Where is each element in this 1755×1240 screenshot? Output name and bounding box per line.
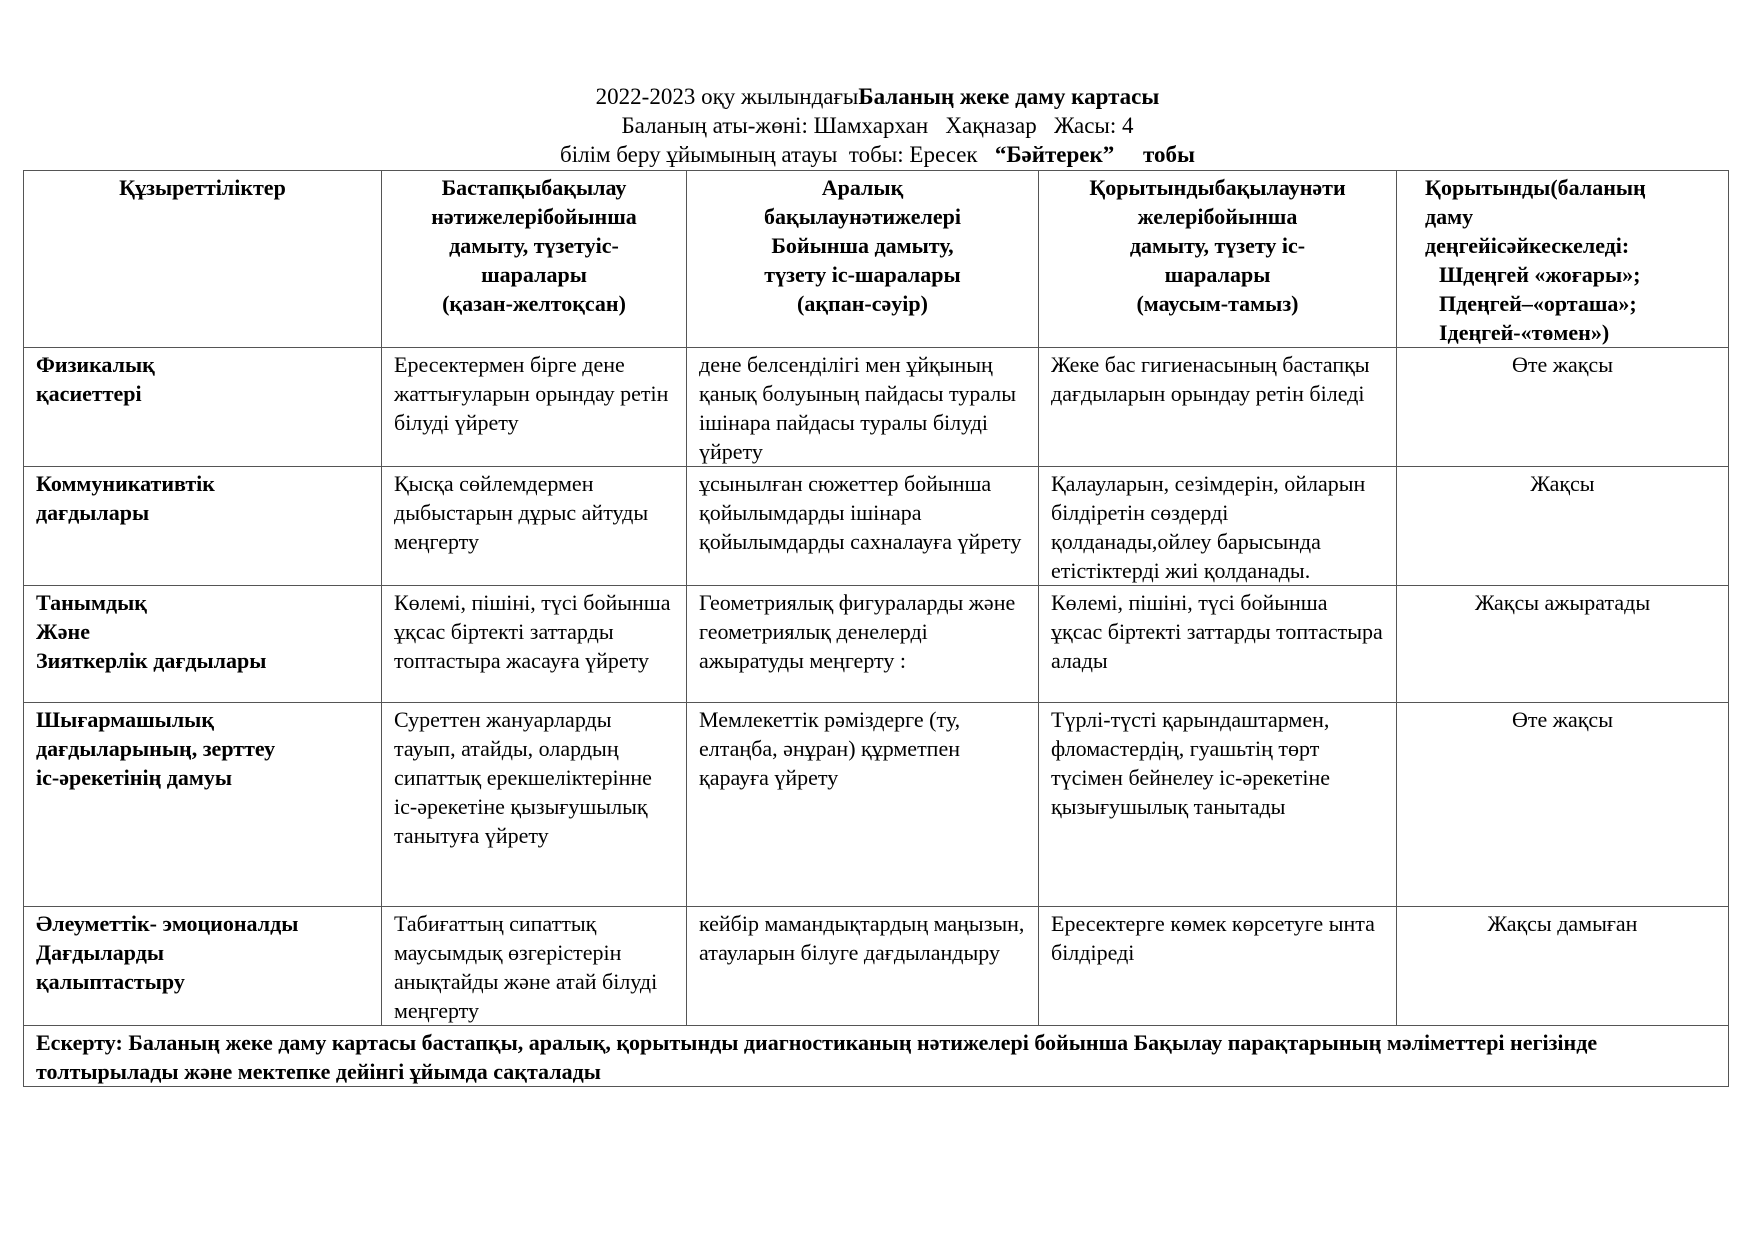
intermediate-cell: Геометриялық фигураларды және геометриялық денелерді ажыратуды меңгерту : — [687, 586, 1039, 703]
document-title — [0, 82, 1755, 111]
note-row — [24, 1026, 1729, 1087]
table-row — [24, 907, 1729, 1026]
result-cell: Жақсы ажыратады — [1397, 586, 1729, 703]
area-cell: Коммуникативтік дағдылары — [24, 467, 382, 586]
area-cell: Шығармашылық дағдыларының, зерттеу іс-әрекетінің дамуы — [24, 703, 382, 907]
initial-cell: Ересектермен бірге дене жаттығуларын орындау ретін білуді үйрету — [382, 348, 687, 467]
intermediate-cell: дене белсенділігі мен ұйқының қанық болуының пайдасы туралы ішінара пайдасы туралы білуді үйрету — [687, 348, 1039, 467]
level-low: Ідеңгей-«төмен») — [1439, 320, 1610, 345]
result-cell: Жақсы — [1397, 467, 1729, 586]
child-name-line: Баланың аты-жөні: Шамхархан Хақназар Жасы: 4 — [621, 113, 1134, 138]
col-header-final: Қорытындыбақылаунәти желерібойынша дамыту, түзету іс- шаралары (маусым-тамыз) — [1039, 171, 1397, 348]
result-cell: Жақсы дамыған — [1397, 907, 1729, 1026]
table-row — [24, 586, 1729, 703]
table-row — [24, 348, 1729, 467]
intermediate-cell: Мемлекеттік рәміздерге (ту, елтаңба, әнұран) құрметпен қарауға үйрету — [687, 703, 1039, 907]
table-row — [24, 467, 1729, 586]
initial-cell: Қысқа сөйлемдермен дыбыстарын дұрыс айтуды меңгерту — [382, 467, 687, 586]
title-main: Баланың жеке даму картасы — [858, 84, 1160, 109]
initial-cell: Табиғаттың сипаттық маусымдық өзгерістерін анықтайды және атай білуді меңгерту — [382, 907, 687, 1026]
col-header-initial: Бастапқыбақылау нәтижелерібойынша дамыту, түзетуіс- шаралары (қазан-желтоқсан) — [382, 171, 687, 348]
result-header-title: Қорытынды(баланың даму деңгейісәйкескеледі: — [1425, 175, 1646, 258]
area-cell: Әлеуметтік- эмоционалды Дағдыларды қалыптастыру — [24, 907, 382, 1026]
level-high: Шдеңгей «жоғары»; — [1439, 262, 1641, 287]
title-year: 2022-2023 оқу жылындағы — [595, 84, 859, 109]
final-cell: Ересектерге көмек көрсетуге ынта білдіреді — [1039, 907, 1397, 1026]
intermediate-cell: ұсынылған сюжеттер бойынша қойылымдарды ішінара қойылымдарды сахналауға үйрету — [687, 467, 1039, 586]
document-header — [0, 82, 1755, 169]
initial-cell: Суреттен жануарларды тауып, атайды, олардың сипаттық ерекшеліктерінне іс-әрекетіне қызығушылық танытуға үйрету — [382, 703, 687, 907]
level-medium: Пдеңгей–«орташа»; — [1439, 291, 1637, 316]
final-cell: Көлемі, пішіні, түсі бойынша ұқсас біртекті заттарды топтастыра алады — [1039, 586, 1397, 703]
final-cell: Түрлі-түсті қарындаштармен, фломастердің, гуашьтің төрт түсімен бейнелеу іс-әрекетіне қызығушылық танытады — [1039, 703, 1397, 907]
col-header-result — [1397, 171, 1729, 348]
area-cell: Танымдық Және Зияткерлік дағдылары — [24, 586, 382, 703]
group-label: білім беру ұйымының атауы тобы: Ересек — [560, 142, 995, 167]
area-cell: Физикалық қасиеттері — [24, 348, 382, 467]
final-cell: Қалауларын, сезімдерін, ойларын білдіретін сөздерді қолданады,ойлеу барысында етістіктерді жиі қолданады. — [1039, 467, 1397, 586]
result-cell: Өте жақсы — [1397, 348, 1729, 467]
col-header-competencies: Құзыреттіліктер — [24, 171, 382, 348]
intermediate-cell: кейбір мамандықтардың маңызын, атауларын білуге дағдыландыру — [687, 907, 1039, 1026]
table-row — [24, 703, 1729, 907]
col-header-intermediate: Аралық бақылаунәтижелері Бойынша дамыту, түзету іс-шаралары (ақпан-сәуір) — [687, 171, 1039, 348]
table-header-row — [24, 171, 1729, 348]
group-line — [0, 140, 1755, 169]
note-cell: Ескерту: Баланың жеке даму картасы бастапқы, аралық, қорытынды диагностиканың нәтижелері бойынша Бақылау парақтарының мәліметтері негізінде толтырылады және мектепке дейінгі ұйымда сақталады — [24, 1026, 1729, 1087]
group-name: “Бәйтерек” тобы — [994, 142, 1195, 167]
final-cell: Жеке бас гигиенасының бастапқы дағдыларын орындау ретін біледі — [1039, 348, 1397, 467]
result-cell: Өте жақсы — [1397, 703, 1729, 907]
initial-cell: Көлемі, пішіні, түсі бойынша ұқсас біртекті заттарды топтастыра жасауға үйрету — [382, 586, 687, 703]
development-card-table — [23, 170, 1729, 1087]
